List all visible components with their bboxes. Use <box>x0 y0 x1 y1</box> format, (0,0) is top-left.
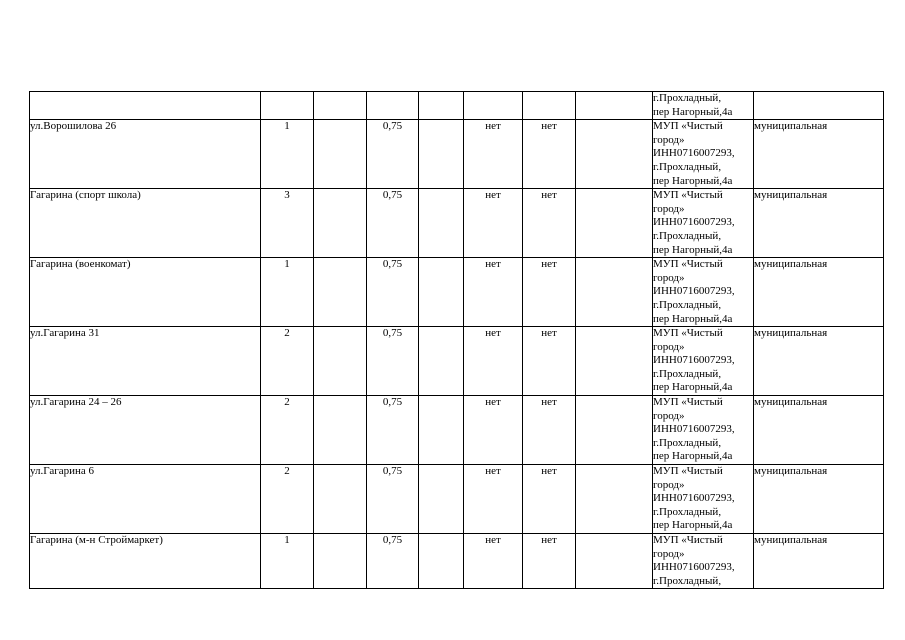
empty-cell <box>576 258 653 327</box>
empty-cell <box>314 534 367 589</box>
holder-line: ИНН0716007293, <box>653 285 735 298</box>
holder-line: пер Нагорный,4а <box>653 312 733 325</box>
holder-line: город» <box>653 409 685 422</box>
holder-line: г.Прохладный, <box>653 298 722 311</box>
col5-cell <box>464 92 523 120</box>
col6-cell: нет <box>523 465 576 534</box>
ownership-cell: муниципальная <box>754 258 884 327</box>
count-cell: 1 <box>261 120 314 189</box>
holder-cell <box>653 534 754 589</box>
ownership-cell: муниципальная <box>754 465 884 534</box>
col6-cell: нет <box>523 396 576 465</box>
table-row <box>30 120 884 189</box>
volume-cell: 0,75 <box>367 189 419 258</box>
empty-cell <box>419 189 464 258</box>
holder-line: пер Нагорный,4а <box>653 105 733 118</box>
holder-line: г.Прохладный, <box>653 436 722 449</box>
holder-line: ИНН0716007293, <box>653 492 735 505</box>
col6-cell: нет <box>523 120 576 189</box>
holder-cell <box>653 92 754 120</box>
holder-cell <box>653 327 754 396</box>
count-cell: 3 <box>261 189 314 258</box>
empty-cell <box>576 120 653 189</box>
holder-cell <box>653 120 754 189</box>
holder-line: ИНН0716007293, <box>653 216 735 229</box>
col6-cell: нет <box>523 327 576 396</box>
empty-cell <box>419 465 464 534</box>
empty-cell <box>314 189 367 258</box>
holder-line: г.Прохладный, <box>653 574 722 587</box>
volume-cell: 0,75 <box>367 534 419 589</box>
col6-cell: нет <box>523 258 576 327</box>
holder-line: пер Нагорный,4а <box>653 174 733 187</box>
table-row <box>30 189 884 258</box>
holder-line: МУП «Чистый <box>653 120 723 133</box>
table-row <box>30 465 884 534</box>
table-row <box>30 258 884 327</box>
col6-cell <box>523 92 576 120</box>
col6-cell: нет <box>523 534 576 589</box>
col6-cell: нет <box>523 189 576 258</box>
col5-cell: нет <box>464 258 523 327</box>
address-cell: ул.Ворошилова 26 <box>30 120 261 189</box>
holder-line: ИНН0716007293, <box>653 147 735 160</box>
count-cell: 1 <box>261 534 314 589</box>
holder-line: ИНН0716007293, <box>653 354 735 367</box>
holder-line: город» <box>653 202 685 215</box>
holder-line: ИНН0716007293, <box>653 561 735 574</box>
count-cell: 2 <box>261 465 314 534</box>
holder-line: пер Нагорный,4а <box>653 243 733 256</box>
empty-cell <box>576 465 653 534</box>
count-cell: 1 <box>261 258 314 327</box>
ownership-cell: муниципальная <box>754 189 884 258</box>
holder-line: МУП «Чистый <box>653 534 723 546</box>
ownership-cell <box>754 92 884 120</box>
ownership-cell: муниципальная <box>754 327 884 396</box>
empty-cell <box>314 396 367 465</box>
holder-line: МУП «Чистый <box>653 465 723 478</box>
holder-cell <box>653 258 754 327</box>
empty-cell <box>419 92 464 120</box>
empty-cell <box>576 189 653 258</box>
holder-line: город» <box>653 271 685 284</box>
count-cell <box>261 92 314 120</box>
empty-cell <box>314 120 367 189</box>
address-cell: ул.Гагарина 31 <box>30 327 261 396</box>
address-cell: ул.Гагарина 24 – 26 <box>30 396 261 465</box>
address-cell: ул.Гагарина 6 <box>30 465 261 534</box>
empty-cell <box>576 327 653 396</box>
volume-cell: 0,75 <box>367 465 419 534</box>
table-row <box>30 534 884 589</box>
holder-line: г.Прохладный, <box>653 505 722 518</box>
empty-cell <box>576 396 653 465</box>
holder-line: МУП «Чистый <box>653 258 723 271</box>
col5-cell: нет <box>464 396 523 465</box>
address-cell: Гагарина (спорт школа) <box>30 189 261 258</box>
holder-line: г.Прохладный, <box>653 367 722 380</box>
empty-cell <box>314 327 367 396</box>
col5-cell: нет <box>464 534 523 589</box>
col5-cell: нет <box>464 465 523 534</box>
holder-cell <box>653 465 754 534</box>
empty-cell <box>419 396 464 465</box>
empty-cell <box>419 258 464 327</box>
holder-line: пер Нагорный,4а <box>653 519 733 532</box>
holder-line: пер Нагорный,4а <box>653 450 733 463</box>
ownership-cell: муниципальная <box>754 396 884 465</box>
table-row <box>30 92 884 120</box>
empty-cell <box>419 120 464 189</box>
volume-cell: 0,75 <box>367 327 419 396</box>
holder-cell <box>653 189 754 258</box>
address-cell: Гагарина (м-н Строймаркет) <box>30 534 261 589</box>
holder-line: ИНН0716007293, <box>653 423 735 436</box>
col5-cell: нет <box>464 120 523 189</box>
holder-line: МУП «Чистый <box>653 327 723 340</box>
empty-cell <box>576 534 653 589</box>
ownership-cell: муниципальная <box>754 534 884 589</box>
table-row <box>30 327 884 396</box>
holder-line: город» <box>653 133 685 146</box>
volume-cell: 0,75 <box>367 258 419 327</box>
address-cell: Гагарина (военкомат) <box>30 258 261 327</box>
col5-cell: нет <box>464 189 523 258</box>
empty-cell <box>314 92 367 120</box>
holder-line: МУП «Чистый <box>653 396 723 409</box>
holder-line: г.Прохладный, <box>653 160 722 173</box>
empty-cell <box>314 465 367 534</box>
volume-cell <box>367 92 419 120</box>
holder-line: МУП «Чистый <box>653 189 723 202</box>
holder-line: город» <box>653 478 685 491</box>
empty-cell <box>419 327 464 396</box>
empty-cell <box>419 534 464 589</box>
count-cell: 2 <box>261 327 314 396</box>
empty-cell <box>576 92 653 120</box>
table-row <box>30 396 884 465</box>
holder-line: г.Прохладный, <box>653 229 722 242</box>
holder-line: город» <box>653 547 685 560</box>
empty-cell <box>314 258 367 327</box>
address-cell <box>30 92 261 120</box>
holder-line: пер Нагорный,4а <box>653 381 733 394</box>
waste-sites-table <box>29 91 884 589</box>
holder-line: город» <box>653 340 685 353</box>
volume-cell: 0,75 <box>367 396 419 465</box>
ownership-cell: муниципальная <box>754 120 884 189</box>
volume-cell: 0,75 <box>367 120 419 189</box>
holder-line: г.Прохладный, <box>653 92 722 104</box>
holder-cell <box>653 396 754 465</box>
col5-cell: нет <box>464 327 523 396</box>
count-cell: 2 <box>261 396 314 465</box>
